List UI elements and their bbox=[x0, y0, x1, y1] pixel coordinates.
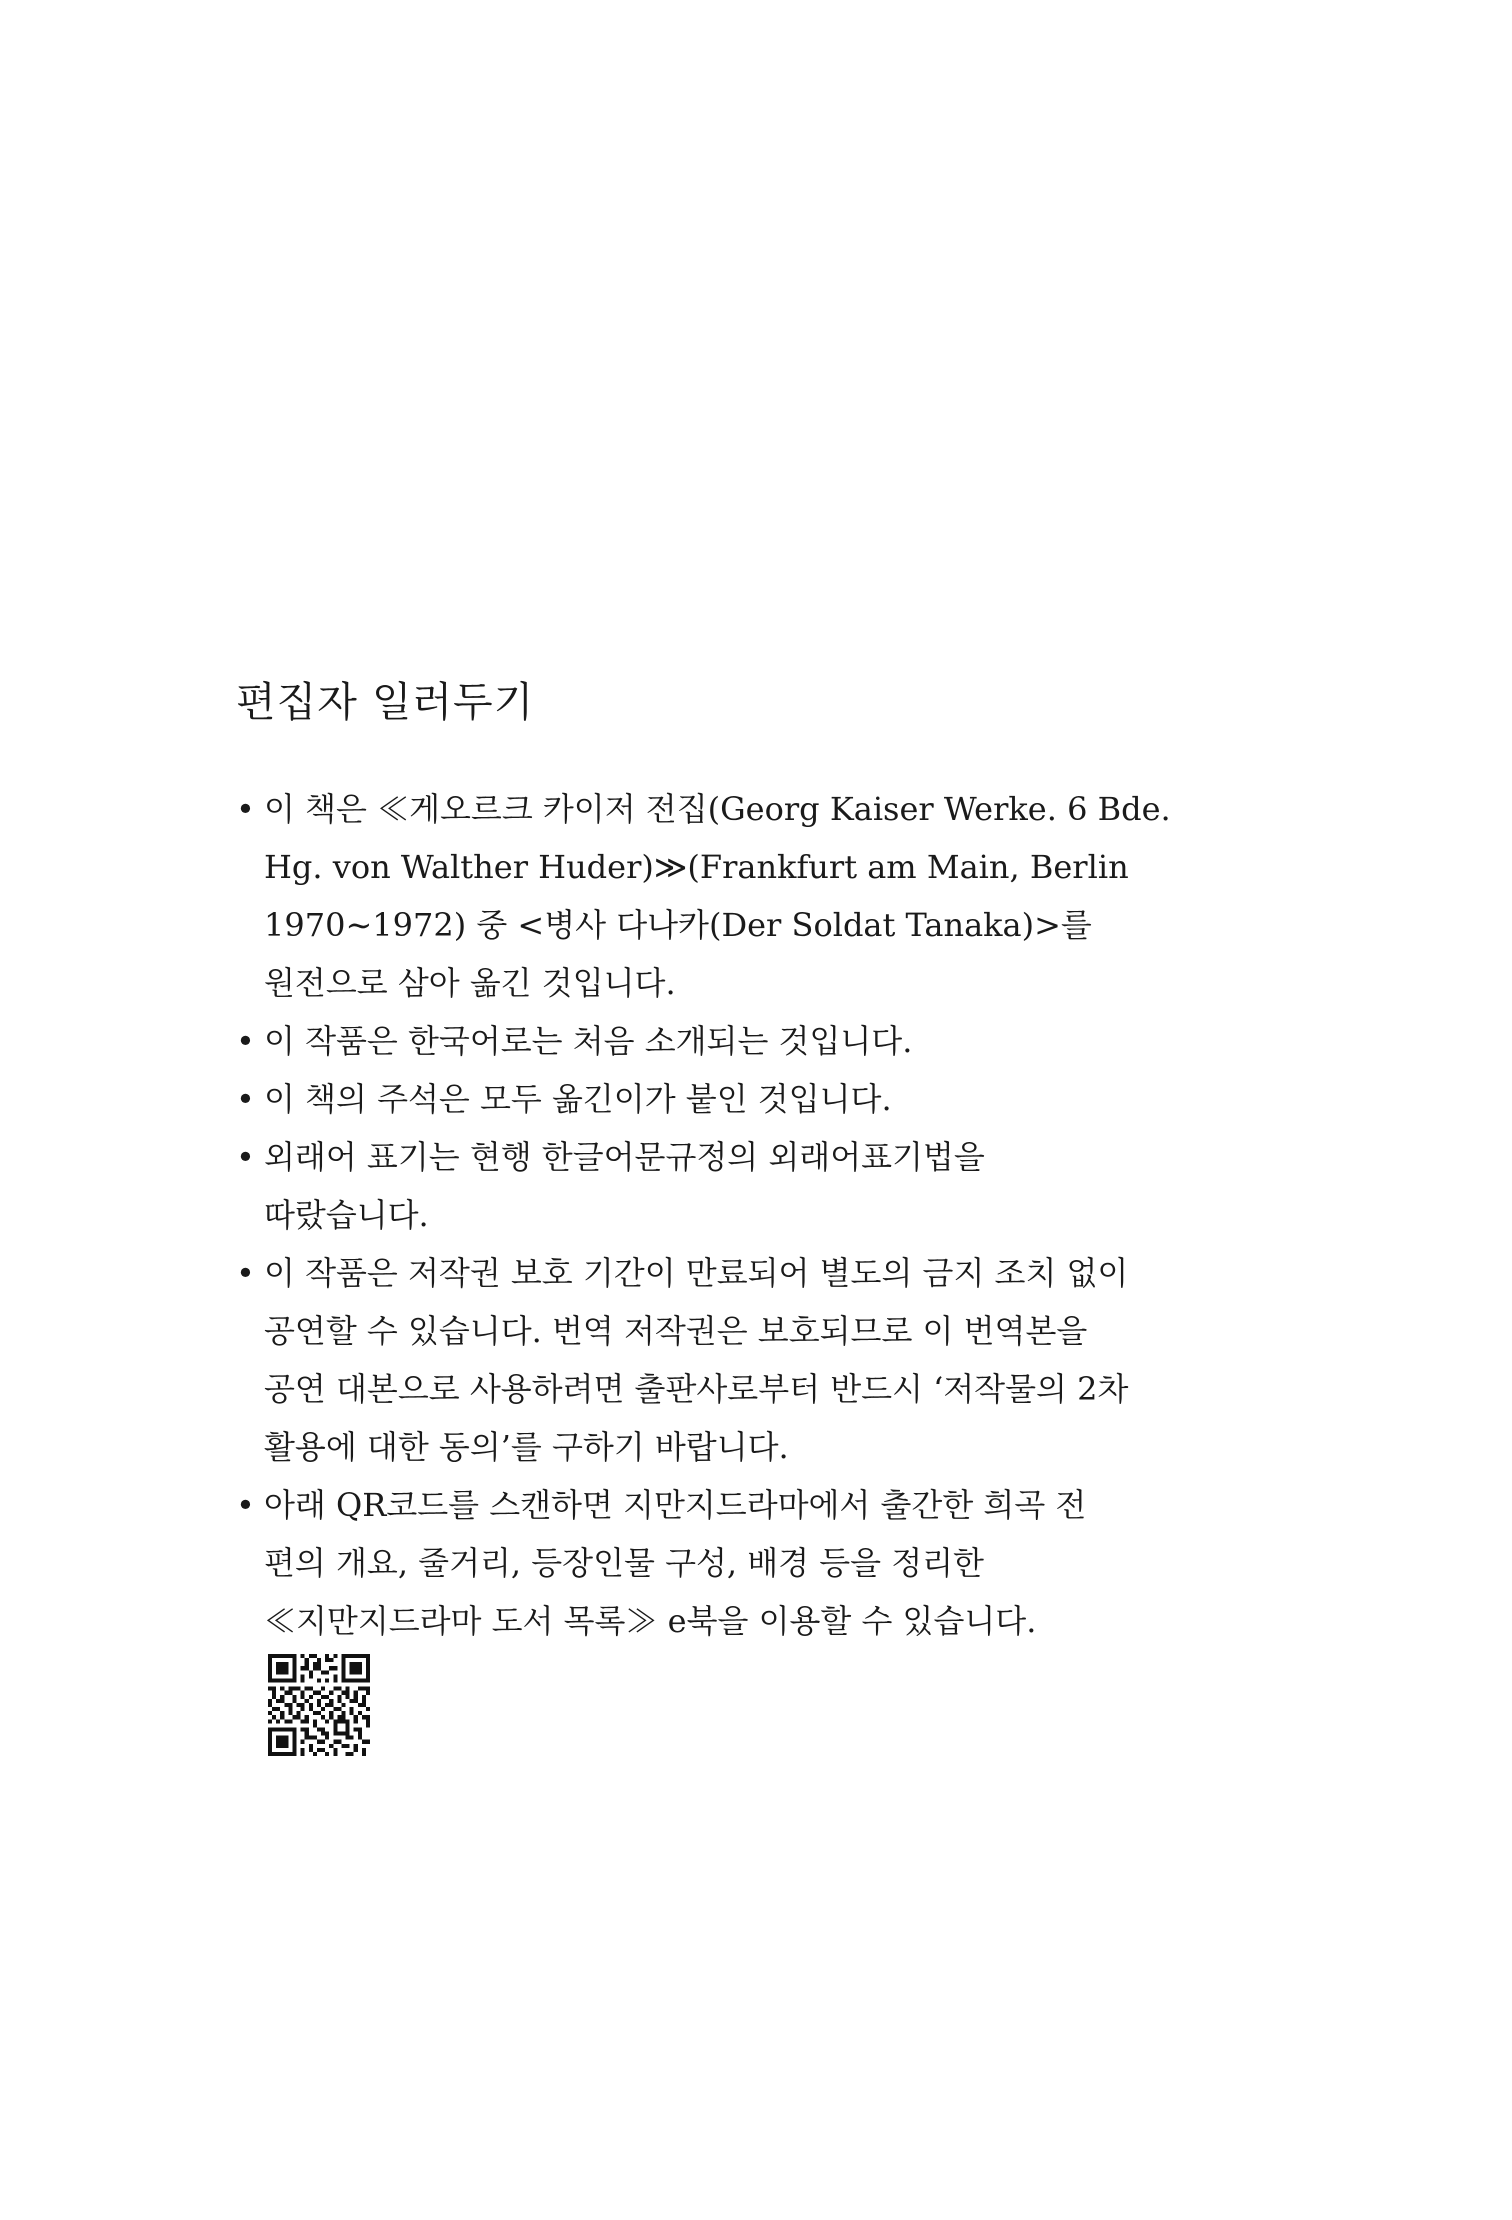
note-line: 공연할 수 있습니다. 번역 저작권은 보호되므로 이 번역본을 bbox=[264, 1312, 1088, 1350]
note-line: 공연 대본으로 사용하려면 출판사로부터 반드시 ‘저작물의 2차 bbox=[264, 1370, 1129, 1408]
note-line: 편의 개요, 줄거리, 등장인물 구성, 배경 등을 정리한 bbox=[264, 1544, 984, 1582]
qr-finder-bottom-left bbox=[268, 1727, 297, 1756]
note-line: ≪지만지드라마 도서 목록≫ e북을 이용할 수 있습니다. bbox=[264, 1602, 1037, 1640]
note-line: 따랐습니다. bbox=[264, 1196, 429, 1234]
note-line: 이 작품은 한국어로는 처음 소개되는 것입니다. bbox=[264, 1022, 913, 1060]
bullet-icon: • bbox=[236, 1254, 255, 1292]
notes-title: 편집자 일러두기 bbox=[236, 678, 535, 726]
note-line: 이 작품은 저작권 보호 기간이 만료되어 별도의 금지 조치 없이 bbox=[264, 1254, 1129, 1292]
bullet-icon: • bbox=[236, 1080, 255, 1118]
bullet-icon: • bbox=[236, 1022, 255, 1060]
bullet-icon: • bbox=[236, 790, 255, 828]
bullet-icon: • bbox=[236, 1138, 255, 1176]
editor-notes bbox=[236, 672, 1236, 1650]
qr-finder-top-right bbox=[341, 1654, 370, 1683]
note-item bbox=[236, 1070, 1236, 1128]
note-item bbox=[236, 1012, 1236, 1070]
notes-list bbox=[236, 780, 1236, 1650]
bullet-icon: • bbox=[236, 1486, 255, 1524]
note-line: 활용에 대한 동의’를 구하기 바랍니다. bbox=[264, 1428, 789, 1466]
note-line: 원전으로 삼아 옮긴 것입니다. bbox=[264, 964, 676, 1002]
note-item bbox=[236, 1244, 1236, 1476]
note-line: 이 책은 ≪게오르크 카이저 전집(Georg Kaiser Werke. 6 Bde. bbox=[264, 790, 1171, 828]
note-item bbox=[236, 1476, 1236, 1650]
qr-finder-top-left bbox=[268, 1654, 297, 1683]
qr-code-icon[interactable] bbox=[268, 1654, 370, 1756]
note-line: Hg. von Walther Huder)≫(Frankfurt am Main, Berlin bbox=[264, 848, 1129, 886]
note-item bbox=[236, 780, 1236, 1012]
note-line: 이 책의 주석은 모두 옮긴이가 붙인 것입니다. bbox=[264, 1080, 892, 1118]
note-line: 1970∼1972) 중 <병사 다나카(Der Soldat Tanaka)>를 bbox=[264, 906, 1092, 944]
note-line: 아래 QR코드를 스캔하면 지만지드라마에서 출간한 희곡 전 bbox=[264, 1486, 1087, 1524]
note-item bbox=[236, 1128, 1236, 1244]
note-line: 외래어 표기는 현행 한글어문규정의 외래어표기법을 bbox=[264, 1138, 985, 1176]
